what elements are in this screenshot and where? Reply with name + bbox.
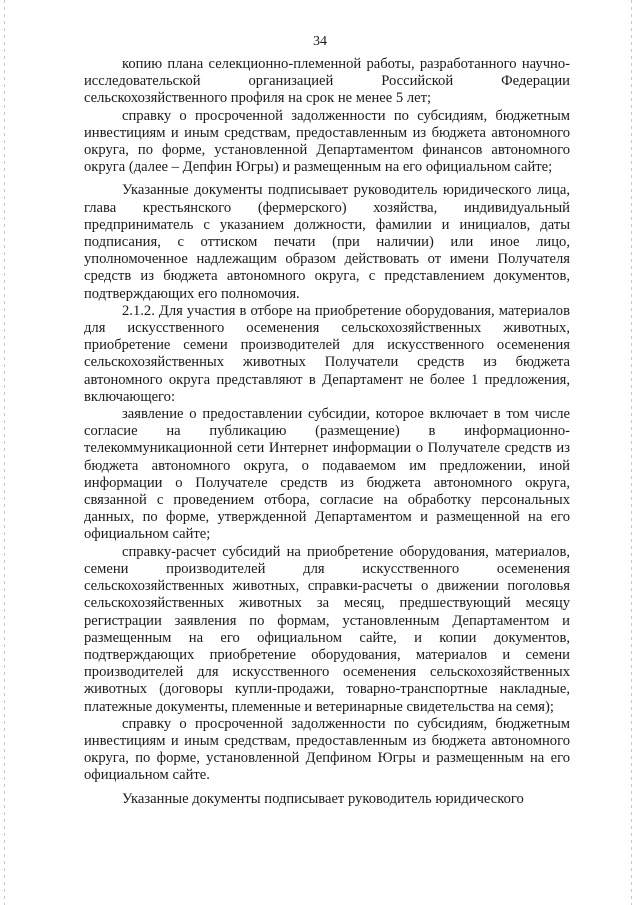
paragraph-debt-certificate: справку о просроченной задолженности по субсидиям, бюджетным инвестициям и иным средствам, предоставленным из бюджета автономного округа, по форме, установленной Департаментом финансов автономного округа (далее – Депфин Югры) и размещенным на его официальном сайте; bbox=[84, 107, 570, 176]
paragraph-signatory: Указанные документы подписывает руководитель юридического лица, глава крестьянского (фермерского) хозяйства, индивидуальный предприниматель с указанием должности, фамилии и инициалов, даты подписания, с оттиском печати (при наличии) или иное лицо, уполномоченное надлежащим образом действовать от имени Получателя средств из бюджета автономного округа, с представлением документов, подтверждающих его полномочия. bbox=[84, 182, 570, 302]
paragraph-selection-plan: копию плана селекционно-племенной работы, разработанного научно-исследовательской организацией Российской Федерации сельскохозяйственного профиля на срок не менее 5 лет; bbox=[84, 56, 570, 107]
scan-edge-right bbox=[631, 0, 632, 905]
paragraph-debt-certificate-2: справку о просроченной задолженности по субсидиям, бюджетным инвестициям и иным средствам, предоставленным из бюджета автономного округа, по форме, установленной Депфином Югры и размещенным на его официальном сайте. bbox=[84, 715, 570, 784]
paragraph-section-2-1-2: 2.1.2. Для участия в отборе на приобретение оборудования, материалов для искусственного осеменения сельскохозяйственных животных, приобретение семени производителей для искусственного осеменения сельскохозяйственных животных Получатели средств из бюджета автономного округа представляют в Департамент не более 1 предложения, включающего: bbox=[84, 302, 570, 405]
document-body bbox=[84, 56, 570, 808]
paragraph-calculation-certificate: справку-расчет субсидий на приобретение оборудования, материалов, семени производителей для искусственного осеменения сельскохозяйственных животных, справки-расчеты о движении поголовья сельскохозяйственных животных за месяц, предшествующий месяцу регистрации заявления по формам, установленным Департаментом и размещенным на его официальном сайте, и копии документов, подтверждающих приобретение оборудования, материалов и семени производителей для искусственного осеменения сельскохозяйственных животных (договоры купли-продажи, товарно-транспортные накладные, платежные документы, племенные и ветеринарные свидетельства на семя); bbox=[84, 543, 570, 715]
paragraph-application: заявление о предоставлении субсидии, которое включает в том числе согласие на публикацию (размещение) в информационно-телекоммуникационной сети Интернет информации о Получателе средств из бюджета автономного округа, о подаваемом им предложении, иной информации о Получателе средств из бюджета автономного округа, связанной с проведением отбора, согласие на обработку персональных данных, по форме, утвержденной Департаментом и размещенной на его официальном сайте; bbox=[84, 406, 570, 543]
page-number: 34 bbox=[313, 34, 327, 49]
scan-edge-left bbox=[4, 0, 5, 905]
paragraph-signatory-2: Указанные документы подписывает руководитель юридического bbox=[122, 790, 524, 807]
